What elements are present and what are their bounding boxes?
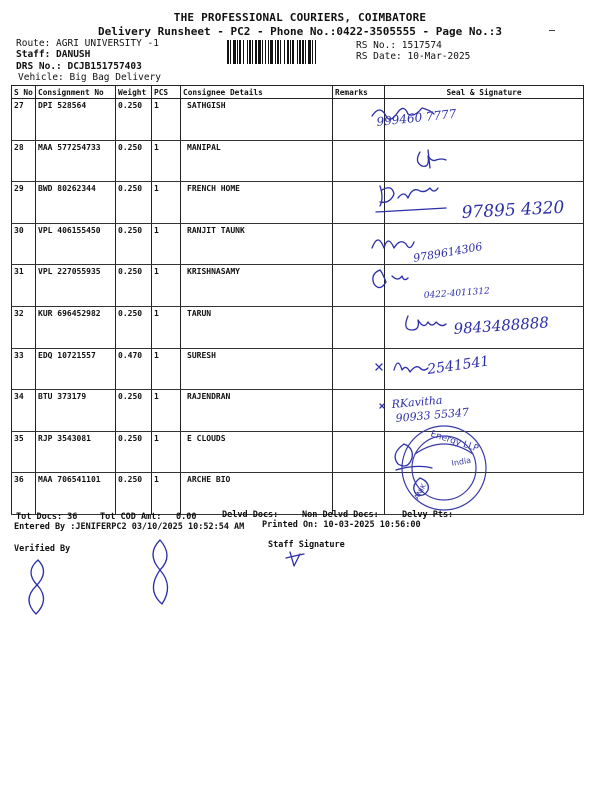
runsheet-subtitle: Delivery Runsheet - PC2 - Phone No.:0422-3505555 - Page No.:3 [98,25,502,38]
column-header: Consignee Details [181,86,333,99]
consignment-number: VPL 227055935 [36,265,116,307]
delivered-docs: Delvd Docs: [222,510,279,520]
handwritten-phone: 97895 4320 [461,197,565,223]
barcode-bar [284,40,285,64]
verified-by-label: Verified By [14,544,71,554]
verified-by-signature [29,560,44,614]
pieces-count: 1 [152,140,181,182]
barcode-bar [275,40,276,64]
remarks-cell [333,265,385,307]
pieces-count: 1 [152,306,181,348]
pieces-count: 1 [152,390,181,432]
serial-number: 28 [12,140,36,182]
column-header: Seal & Signature [385,86,584,99]
consignment-number: MAA 706541101 [36,473,116,515]
barcode-bar [297,40,298,64]
delivery-points: Delvy Pts: [402,510,454,520]
seal-signature-cell [385,390,584,432]
total-cod-value: 0.00 [176,512,197,522]
barcode-bar [227,40,229,64]
barcode-bar [287,40,289,64]
seal-signature-cell [385,431,584,473]
consignment-number: BTU 373179 [36,390,116,432]
handwritten-name: RKavitha [391,393,443,411]
weight-value: 0.250 [116,223,152,265]
rs-date-label: RS Date: 10-Mar-2025 [356,51,471,62]
consignment-number: MAA 577254733 [36,140,116,182]
route-label: Route: AGRI UNIVERSITY -1 [16,38,159,49]
barcode-bar [262,40,263,64]
handwritten-phone: 90933 55347 [395,405,470,425]
remarks-cell [333,348,385,390]
barcode-bar [290,40,291,64]
weight-value: 0.250 [116,473,152,515]
serial-number: 32 [12,306,36,348]
pieces-count: 1 [152,99,181,141]
table-row [12,182,584,224]
column-header: S No [12,86,36,99]
consignee-name: E CLOUDS [181,431,333,473]
barcode-bar [230,40,231,64]
serial-number: 34 [12,390,36,432]
table-row [12,223,584,265]
barcode-image [227,40,345,64]
serial-number: 33 [12,348,36,390]
table-row [12,390,584,432]
column-header: Remarks [333,86,385,99]
consignee-name: TARUN [181,306,333,348]
consignee-name: RAJENDRAN [181,390,333,432]
total-docs: Tot Docs: 36 [16,512,78,522]
serial-number: 31 [12,265,36,307]
pieces-count: 1 [152,431,181,473]
table-row [12,306,584,348]
barcode-bar [308,40,311,64]
seal-signature-cell [385,99,584,141]
barcode-bar [305,40,306,64]
table-header-row [12,86,584,99]
pieces-count: 1 [152,182,181,224]
barcode-bar [299,40,301,64]
remarks-cell [333,431,385,473]
pieces-count: 1 [152,473,181,515]
rs-no-label: RS No.: 1517574 [356,40,442,51]
barcode-bar [265,40,266,64]
handwritten-phone: 2541541 [426,353,491,378]
vehicle-label: Vehicle: Big Bag Delivery [18,72,161,83]
table-row [12,265,584,307]
table-row [12,140,584,182]
barcode-bar [302,40,304,64]
consignee-name: SURESH [181,348,333,390]
table-row [12,348,584,390]
handwritten-phone: 9843488888 [453,313,550,338]
serial-number: 30 [12,223,36,265]
pieces-count: 1 [152,223,181,265]
stamp-text: ANIK [412,482,429,501]
barcode-bar [255,40,257,64]
handwritten-phone: 0422-4011312 [423,286,491,301]
serial-number: 36 [12,473,36,515]
barcode-bar [239,40,241,64]
table-row [12,473,584,515]
runsheet-table [11,85,584,515]
consignee-name: MANIPAL [181,140,333,182]
column-header: Consignment No [36,86,116,99]
handwritten-phone: 9789614306 [412,239,484,265]
barcode-bar [249,40,251,64]
drs-label: DRS No.: DCJB151757403 [16,61,142,72]
serial-number: 29 [12,182,36,224]
barcode-bar [280,40,281,64]
printed-on: Printed On: 10-03-2025 10:56:00 [262,520,421,530]
stamp-text: India [450,455,472,468]
weight-value: 0.250 [116,431,152,473]
consignment-number: BWD 80262344 [36,182,116,224]
pieces-count: 1 [152,348,181,390]
consignment-number: EDQ 10721557 [36,348,116,390]
consignment-number: KUR 696452982 [36,306,116,348]
handwritten-phone: 999460 7777 [375,106,458,129]
serial-number: 35 [12,431,36,473]
barcode-bar [258,40,261,64]
total-cod-label: Tot COD Amt: [100,512,162,522]
barcode-bar [268,40,269,64]
staff-signature-label: Staff Signature [268,540,345,550]
seal-signature-cell [385,306,584,348]
barcode-bar [312,40,313,64]
company-title: THE PROFESSIONAL COURIERS, COIMBATORE [173,11,427,24]
remarks-cell [333,473,385,515]
consignment-number: VPL 406155450 [36,223,116,265]
table-row [12,431,584,473]
column-header: PCS [152,86,181,99]
weight-value: 0.250 [116,265,152,307]
barcode-bar [237,40,238,64]
weight-value: 0.250 [116,99,152,141]
seal-signature-cell [385,473,584,515]
consignee-name: KRISHNASAMY [181,265,333,307]
barcode-bar [277,40,279,64]
weight-value: 0.250 [116,182,152,224]
consignee-name: RANJIT TAUNK [181,223,333,265]
seal-signature-cell [385,223,584,265]
seal-signature-cell [385,348,584,390]
consignee-name: ARCHE BIO [181,473,333,515]
remarks-cell [333,390,385,432]
weight-value: 0.470 [116,348,152,390]
barcode-bar [233,40,236,64]
column-header: Weight [116,86,152,99]
remarks-cell [333,140,385,182]
staff-signature-mark [286,552,304,566]
remarks-cell [333,223,385,265]
staff-label: Staff: DANUSH [16,49,91,60]
corner-mark [549,30,555,31]
seal-signature-cell [385,140,584,182]
barcode-bar [270,40,273,64]
consignee-name: SATHGISH [181,99,333,141]
barcode-bar [315,40,316,64]
verified-by-signature [153,540,168,604]
remarks-cell [333,99,385,141]
stamp-text: Energy LLP [429,429,480,455]
seal-signature-cell [385,265,584,307]
barcode-bar [247,40,248,64]
consignee-name: FRENCH HOME [181,182,333,224]
consignment-number: DPI 528564 [36,99,116,141]
serial-number: 27 [12,99,36,141]
barcode-bar [252,40,253,64]
seal-signature-cell [385,182,584,224]
barcode-bar [292,40,294,64]
barcode-bar [243,40,244,64]
table-row [12,99,584,141]
pieces-count: 1 [152,265,181,307]
consignment-number: RJP 3543081 [36,431,116,473]
non-delivered-docs: Non Delvd Docs: [302,510,379,520]
remarks-cell [333,306,385,348]
weight-value: 0.250 [116,306,152,348]
weight-value: 0.250 [116,140,152,182]
weight-value: 0.250 [116,390,152,432]
remarks-cell [333,182,385,224]
entered-by: Entered By :JENIFERPC2 03/10/2025 10:52:54 AM [14,522,245,532]
